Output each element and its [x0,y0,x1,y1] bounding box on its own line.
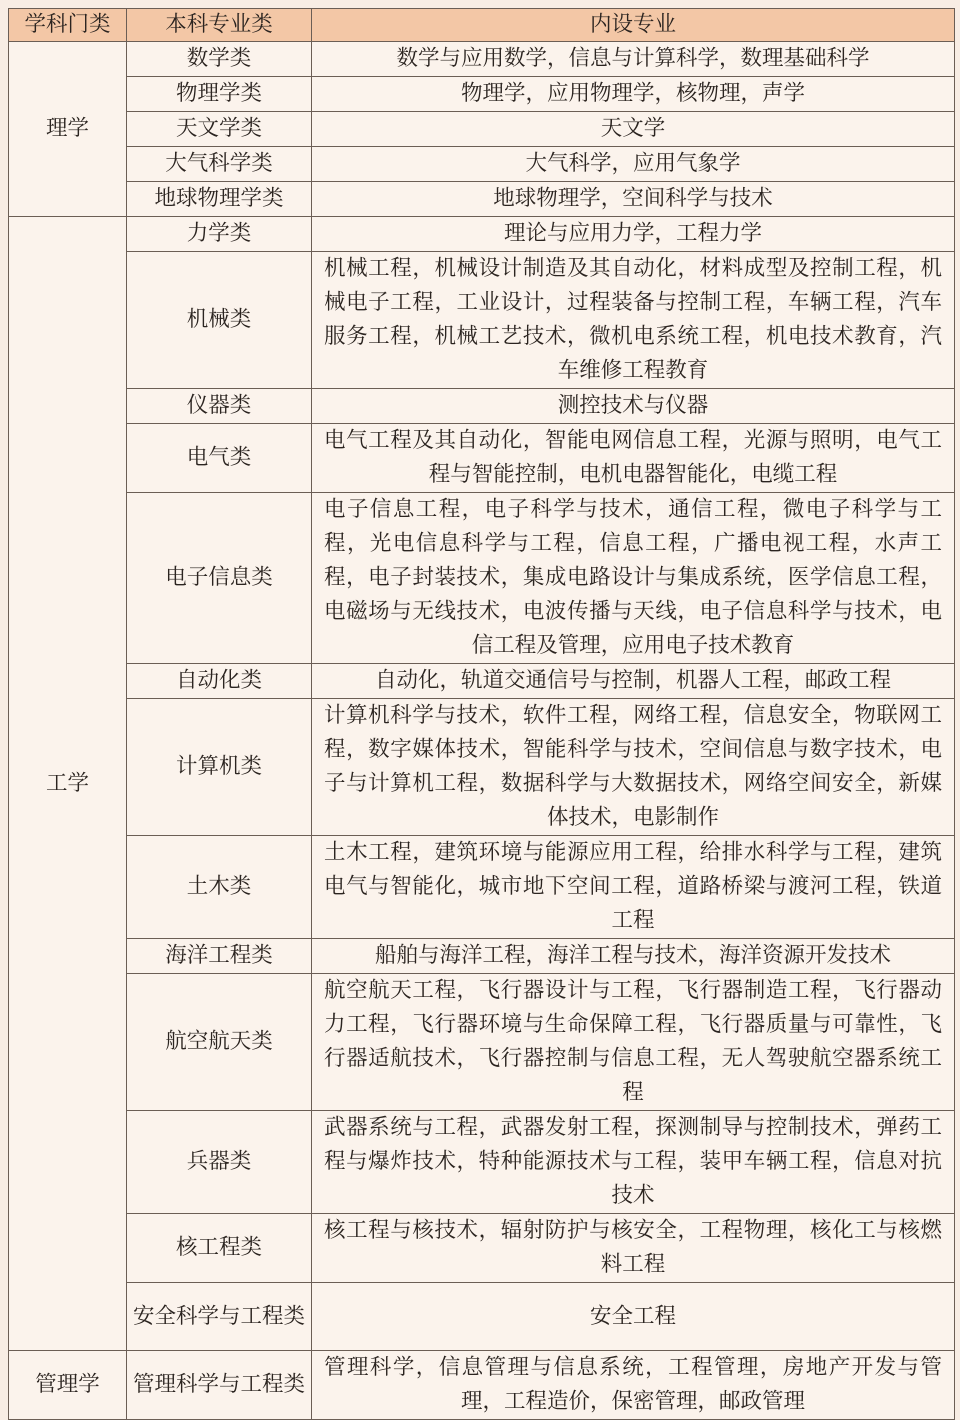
table-row [9,217,955,252]
table-row [9,1283,955,1351]
category-cell: 核工程类 [127,1214,312,1283]
category-cell: 数学类 [127,42,312,77]
table-row [9,1351,955,1420]
category-cell: 天文学类 [127,112,312,147]
majors-cell: 管理科学，信息管理与信息系统，工程管理，房地产开发与管理，工程造价，保密管理，邮政管理 [312,1351,955,1420]
majors-cell: 船舶与海洋工程，海洋工程与技术，海洋资源开发技术 [312,939,955,974]
discipline-cell: 工学 [9,217,127,1351]
header-row [9,9,955,42]
discipline-cell: 管理学 [9,1351,127,1420]
table-row [9,389,955,424]
table-row [9,939,955,974]
category-cell: 管理科学与工程类 [127,1351,312,1420]
majors-cell: 航空航天工程，飞行器设计与工程，飞行器制造工程，飞行器动力工程，飞行器环境与生命保障工程，飞行器质量与可靠性，飞行器适航技术，飞行器控制与信息工程，无人驾驶航空器系统工程 [312,974,955,1111]
table-row [9,424,955,493]
majors-cell: 测控技术与仪器 [312,389,955,424]
category-cell: 地球物理学类 [127,182,312,217]
majors-cell: 大气科学，应用气象学 [312,147,955,182]
table-row [9,77,955,112]
table-row [9,664,955,699]
majors-cell: 武器系统与工程，武器发射工程，探测制导与控制技术，弹药工程与爆炸技术，特种能源技术与工程，装甲车辆工程，信息对抗技术 [312,1111,955,1214]
table-row [9,699,955,836]
category-cell: 土木类 [127,836,312,939]
category-cell: 安全科学与工程类 [127,1283,312,1351]
majors-cell: 计算机科学与技术，软件工程，网络工程，信息安全，物联网工程，数字媒体技术，智能科学与技术，空间信息与数字技术，电子与计算机工程，数据科学与大数据技术，网络空间安全，新媒体技术，电影制作 [312,699,955,836]
table-row [9,182,955,217]
table-body [9,42,955,1420]
majors-cell: 土木工程，建筑环境与能源应用工程，给排水科学与工程，建筑电气与智能化，城市地下空间工程，道路桥梁与渡河工程，铁道工程 [312,836,955,939]
category-cell: 海洋工程类 [127,939,312,974]
majors-table [8,8,955,1420]
category-cell: 物理学类 [127,77,312,112]
category-cell: 航空航天类 [127,974,312,1111]
majors-cell: 物理学，应用物理学，核物理，声学 [312,77,955,112]
majors-cell: 电气工程及其自动化，智能电网信息工程，光源与照明，电气工程与智能控制，电机电器智能化，电缆工程 [312,424,955,493]
majors-cell: 理论与应用力学，工程力学 [312,217,955,252]
category-cell: 力学类 [127,217,312,252]
majors-cell: 安全工程 [312,1283,955,1351]
majors-cell: 自动化，轨道交通信号与控制，机器人工程，邮政工程 [312,664,955,699]
header-category: 本科专业类 [127,9,312,42]
majors-cell: 机械工程，机械设计制造及其自动化，材料成型及控制工程，机械电子工程，工业设计，过程装备与控制工程，车辆工程，汽车服务工程，机械工艺技术，微机电系统工程，机电技术教育，汽车维修工程教育 [312,252,955,389]
table-row [9,1111,955,1214]
table-row [9,112,955,147]
category-cell: 兵器类 [127,1111,312,1214]
category-cell: 自动化类 [127,664,312,699]
category-cell: 电气类 [127,424,312,493]
table-row [9,252,955,389]
majors-cell: 电子信息工程，电子科学与技术，通信工程，微电子科学与工程，光电信息科学与工程，信息工程，广播电视工程，水声工程，电子封装技术，集成电路设计与集成系统，医学信息工程，电磁场与无线技术，电波传播与天线，电子信息科学与技术，电信工程及管理，应用电子技术教育 [312,493,955,664]
header-majors: 内设专业 [312,9,955,42]
table-row [9,974,955,1111]
category-cell: 电子信息类 [127,493,312,664]
category-cell: 大气科学类 [127,147,312,182]
majors-table-container [8,8,954,1420]
category-cell: 仪器类 [127,389,312,424]
table-row [9,42,955,77]
majors-cell: 数学与应用数学，信息与计算科学，数理基础科学 [312,42,955,77]
discipline-cell: 理学 [9,42,127,217]
table-row [9,493,955,664]
header-discipline: 学科门类 [9,9,127,42]
majors-cell: 核工程与核技术，辐射防护与核安全，工程物理，核化工与核燃料工程 [312,1214,955,1283]
table-row [9,147,955,182]
majors-cell: 天文学 [312,112,955,147]
table-row [9,1214,955,1283]
table-row [9,836,955,939]
majors-cell: 地球物理学，空间科学与技术 [312,182,955,217]
category-cell: 机械类 [127,252,312,389]
category-cell: 计算机类 [127,699,312,836]
